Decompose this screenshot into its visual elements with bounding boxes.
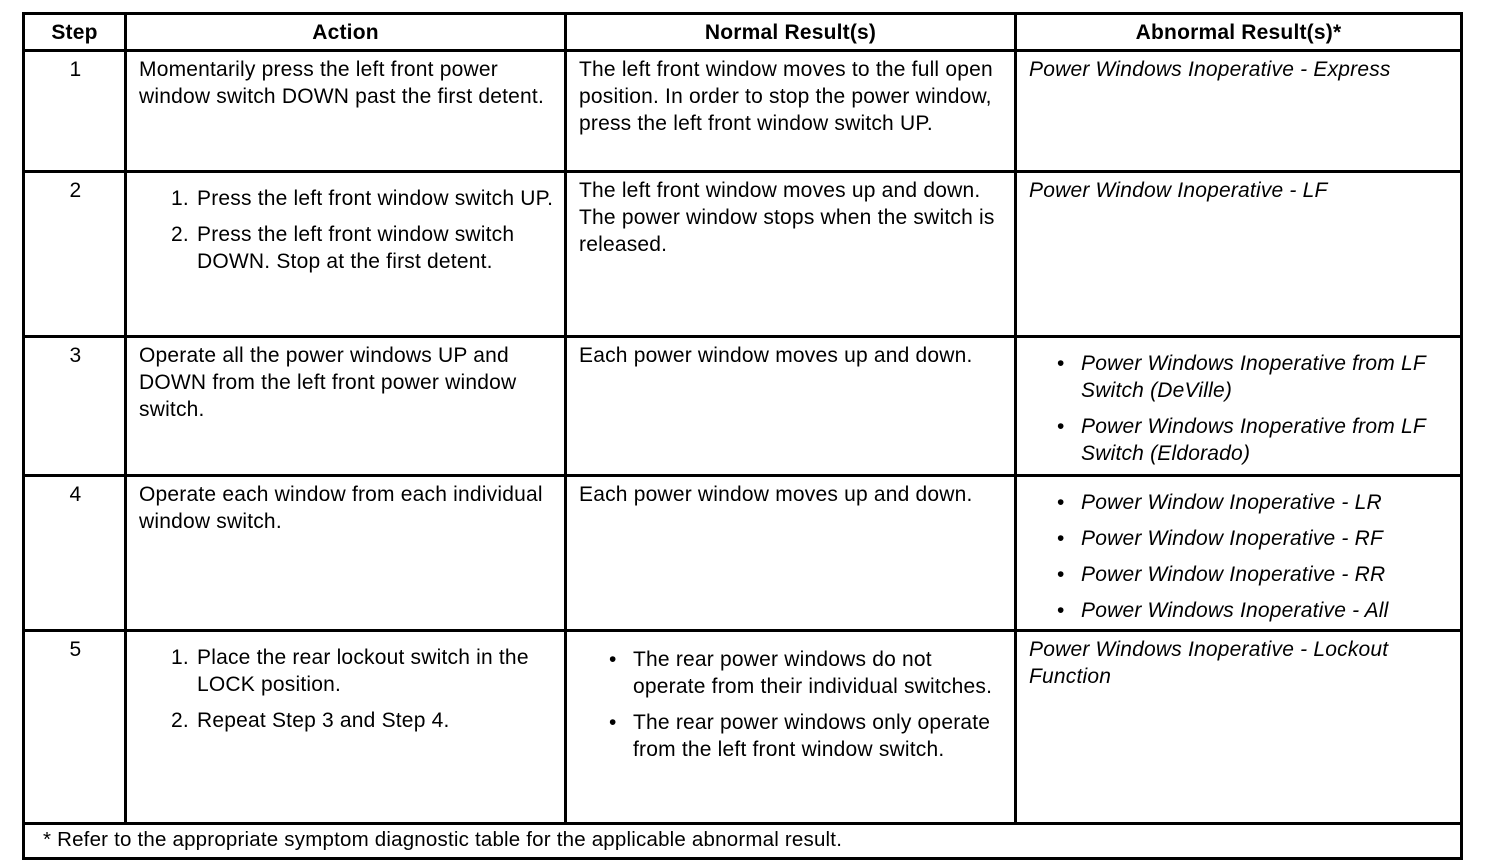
diagnostic-table	[22, 12, 1463, 860]
normal-result-cell: The left front window moves to the full open position. In order to stop the power window, press the left front window switch UP.	[566, 51, 1016, 172]
table-row	[24, 51, 1462, 172]
normal-results-list	[579, 646, 1004, 763]
header-normal-results: Normal Result(s)	[566, 14, 1016, 51]
header-step: Step	[24, 14, 126, 51]
abnormal-result-item: • Power Window Inoperative - LR	[1081, 489, 1450, 516]
action-cell	[126, 631, 566, 824]
abnormal-result-item: • Power Windows Inoperative from LF Switch (Eldorado)	[1081, 413, 1450, 467]
action-steps-list	[139, 644, 554, 734]
table-row	[24, 337, 1462, 476]
step-number: 5	[24, 631, 126, 824]
normal-result-item: • The rear power windows do not operate from their individual switches.	[633, 646, 1004, 700]
normal-result-cell	[566, 631, 1016, 824]
normal-result-cell: Each power window moves up and down.	[566, 337, 1016, 476]
header-abnormal-results: Abnormal Result(s)*	[1016, 14, 1462, 51]
abnormal-results-list	[1031, 489, 1450, 624]
action-step-item: 1. Place the rear lockout switch in the LOCK position.	[195, 644, 554, 698]
action-steps-list	[139, 185, 554, 275]
abnormal-result-item: • Power Window Inoperative - RR	[1081, 561, 1450, 588]
step-number: 2	[24, 172, 126, 337]
header-row	[24, 14, 1462, 51]
table-row	[24, 172, 1462, 337]
abnormal-result-cell: Power Windows Inoperative - Lockout Function	[1016, 631, 1462, 824]
abnormal-result-cell: Power Window Inoperative - LF	[1016, 172, 1462, 337]
abnormal-result-item: • Power Window Inoperative - RF	[1081, 525, 1450, 552]
header-action: Action	[126, 14, 566, 51]
normal-result-cell: Each power window moves up and down.	[566, 476, 1016, 631]
action-cell: Operate all the power windows UP and DOWN from the left front power window switch.	[126, 337, 566, 476]
abnormal-result-item: • Power Windows Inoperative - All	[1081, 597, 1450, 624]
abnormal-result-cell	[1016, 476, 1462, 631]
step-number: 1	[24, 51, 126, 172]
action-step-item: 1. Press the left front window switch UP.	[195, 185, 554, 212]
action-step-item: 2. Press the left front window switch DOWN. Stop at the first detent.	[195, 221, 554, 275]
normal-result-item: • The rear power windows only operate from the left front window switch.	[633, 709, 1004, 763]
step-number: 3	[24, 337, 126, 476]
table-row	[24, 476, 1462, 631]
step-number: 4	[24, 476, 126, 631]
action-step-item: 2. Repeat Step 3 and Step 4.	[195, 707, 554, 734]
normal-result-cell: The left front window moves up and down. The power window stops when the switch is released.	[566, 172, 1016, 337]
table-row	[24, 631, 1462, 824]
footnote: * Refer to the appropriate symptom diagnostic table for the applicable abnormal result.	[24, 824, 1462, 859]
action-cell: Momentarily press the left front power window switch DOWN past the first detent.	[126, 51, 566, 172]
abnormal-result-item: • Power Windows Inoperative from LF Switch (DeVille)	[1081, 350, 1450, 404]
abnormal-result-cell: Power Windows Inoperative - Express	[1016, 51, 1462, 172]
action-cell: Operate each window from each individual window switch.	[126, 476, 566, 631]
action-cell	[126, 172, 566, 337]
abnormal-results-list	[1031, 350, 1450, 467]
footnote-row	[24, 824, 1462, 859]
abnormal-result-cell	[1016, 337, 1462, 476]
